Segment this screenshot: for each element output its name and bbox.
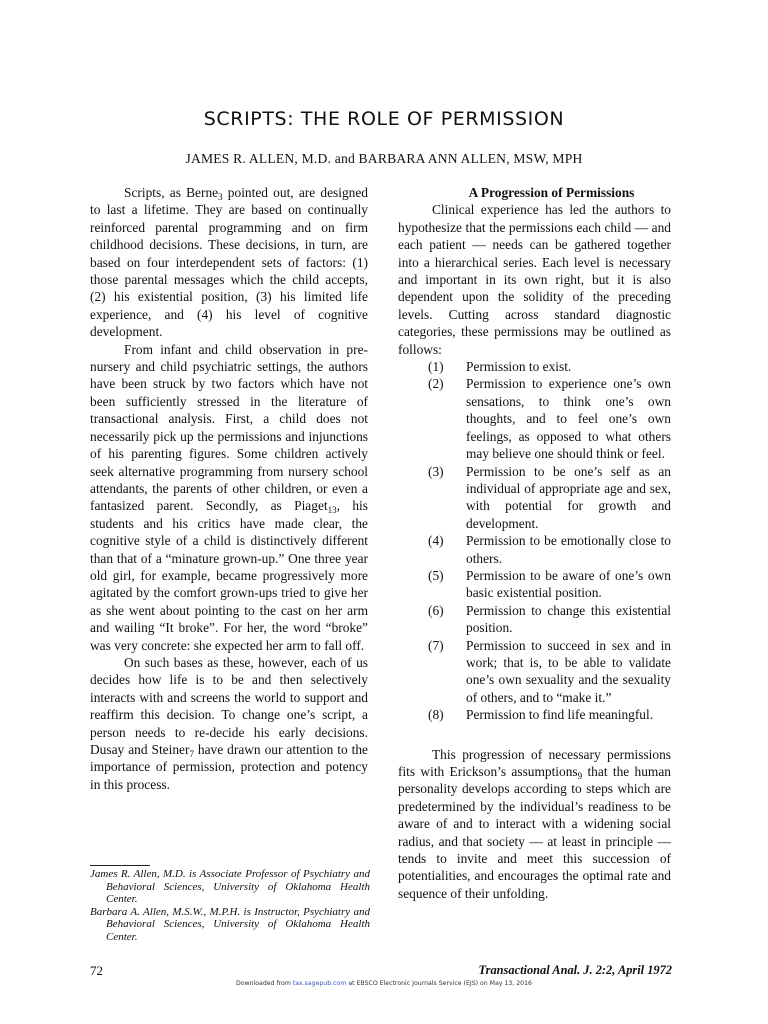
list-item-number: (5) — [428, 567, 444, 583]
closing-paragraph: This progression of necessary permissions fits with Erickson’s assumptions$_9$ that the human personality develops according to steps which are predetermined by the individual’s readiness to be aware of and to interact with a widening social radius, and that society — at least in principle — tends to invite and meet this succession of potentialities, and encourages the optimal rate and sequence of their unfolding. — [398, 746, 671, 901]
list-item-number: (3) — [428, 463, 444, 479]
list-item — [398, 706, 671, 723]
journal-citation: Transactional Anal. J. 2:2, April 1972 — [478, 963, 672, 977]
list-item-text: Permission to be one’s self as an individual of appropriate age and sex, with potential for growth and development. — [466, 463, 671, 531]
article-authors: JAMES R. ALLEN, M.D. and BARBARA ANN ALLEN, MSW, MPH — [185, 151, 583, 166]
citation-dusay-steiner: 7 — [189, 749, 194, 759]
list-item-number: (7) — [428, 637, 444, 653]
list-item-number: (8) — [428, 707, 444, 723]
paragraph-3: On such bases as these, however, each of us decides how life is to be and then selectively interacts with and screens the world to support and reaffirm this decision. To change one’s script, a person needs to re-decide his early decisions. Dusay and Steiner$_7$ have drawn our attention to the importance of permission, protection and potency in this process. — [90, 654, 368, 792]
page-number: 72 — [90, 963, 103, 978]
list-item — [398, 532, 671, 567]
list-item-text: Permission to exist. — [466, 359, 572, 375]
list-item-text: Permission to be aware of one’s own basic existential position. — [466, 567, 671, 601]
list-item — [398, 375, 671, 462]
citation-berne: 3 — [218, 192, 223, 202]
list-item-number: (1) — [428, 359, 444, 375]
list-item — [398, 358, 671, 375]
list-item-text: Permission to succeed in sex and in work; that is, to be able to validate one’s own sexuality and the sexuality of others, and to “make it.” — [466, 637, 671, 705]
list-item-number: (4) — [428, 533, 444, 549]
right-column — [398, 184, 671, 902]
citation-piaget: 13 — [327, 505, 337, 516]
list-item-number: (2) — [428, 376, 444, 392]
list-item — [398, 463, 671, 533]
list-item-text: Permission to experience one’s own sensations, to think one’s own thoughts, and to feel one’s own feelings, as opposed to what others may believe one should think or feel. — [466, 376, 671, 462]
source-link[interactable]: tax.sagepub.com — [292, 980, 347, 987]
list-item-number: (6) — [428, 602, 444, 618]
paragraph-1: Scripts, as Berne$_3$ pointed out, are designed to last a lifetime. They are based on continually reinforced parental programming and on firm childhood decisions. These decisions, in turn, are based on four interdependent sets of factors: (1) those parental messages which the child accepts, (2) his existential position, (3) his limited life experience, and (4) his level of cognitive development. — [90, 185, 368, 340]
section-intro: Clinical experience has led the authors to hypothesize that the permissions each child — and each patient — needs can be gathered together into a hierarchical series. Each level is necessary and important in its own right, but it is also dependent upon the solidity of the preceding levels. Cutting across standard diagnostic categories, these permissions may be outlined as follows: — [398, 202, 671, 357]
article-title: SCRIPTS: THE ROLE OF PERMISSION — [203, 108, 565, 130]
paragraph-2: From infant and child observation in pre-nursery and child psychiatric settings, the authors have been struck by two factors which have not been sufficiently stressed in the literature of transactional analysis. First, a child does not necessarily pick up the permissions and injunctions of his parenting figures. Some children actively seek alternative programming from nursery school attendants, the parents of other children, or even a fantasized parent. Secondly, as Piaget$_{13}$, his students and his critics have made clear, the cognitive style of a child is distinctively different than that of a “minature grown-up.” One three year old girl, for example, became progressively more agitated by the comfort grown-ups tried to give her as she went about pointing to the cast on her arm and wailing “It broke”. For her, the word “broke” was very concrete: she expected her arm to fall off. — [90, 341, 368, 653]
permissions-list — [398, 358, 671, 724]
footnote-divider — [90, 865, 150, 866]
list-item — [398, 637, 671, 707]
list-item — [398, 602, 671, 637]
download-notice: Downloaded from tax.sagepub.com at EBSCO Electronic Journals Service (EJS) on May 13, 2016 — [235, 980, 532, 987]
list-item-text: Permission to be emotionally close to others. — [466, 533, 671, 566]
citation-erickson: 9 — [577, 771, 583, 781]
list-item-text: Permission to find life meaningful. — [466, 707, 654, 723]
footnote-barbara-allen: Barbara A. Allen, M.S.W., M.P.H. is Instructor, Psychiatry and Behavioral Sciences, University of Oklahoma Health Center. — [90, 905, 370, 943]
list-item — [398, 567, 671, 602]
author-footnotes — [90, 868, 370, 944]
left-column — [90, 184, 368, 793]
section-heading: A Progression of Permissions — [468, 185, 635, 200]
footnote-james-allen: James R. Allen, M.D. is Associate Professor of Psychiatry and Behavioral Sciences, University of Oklahoma Health Center. — [90, 868, 370, 906]
list-item-text: Permission to change this existential position. — [466, 602, 671, 636]
